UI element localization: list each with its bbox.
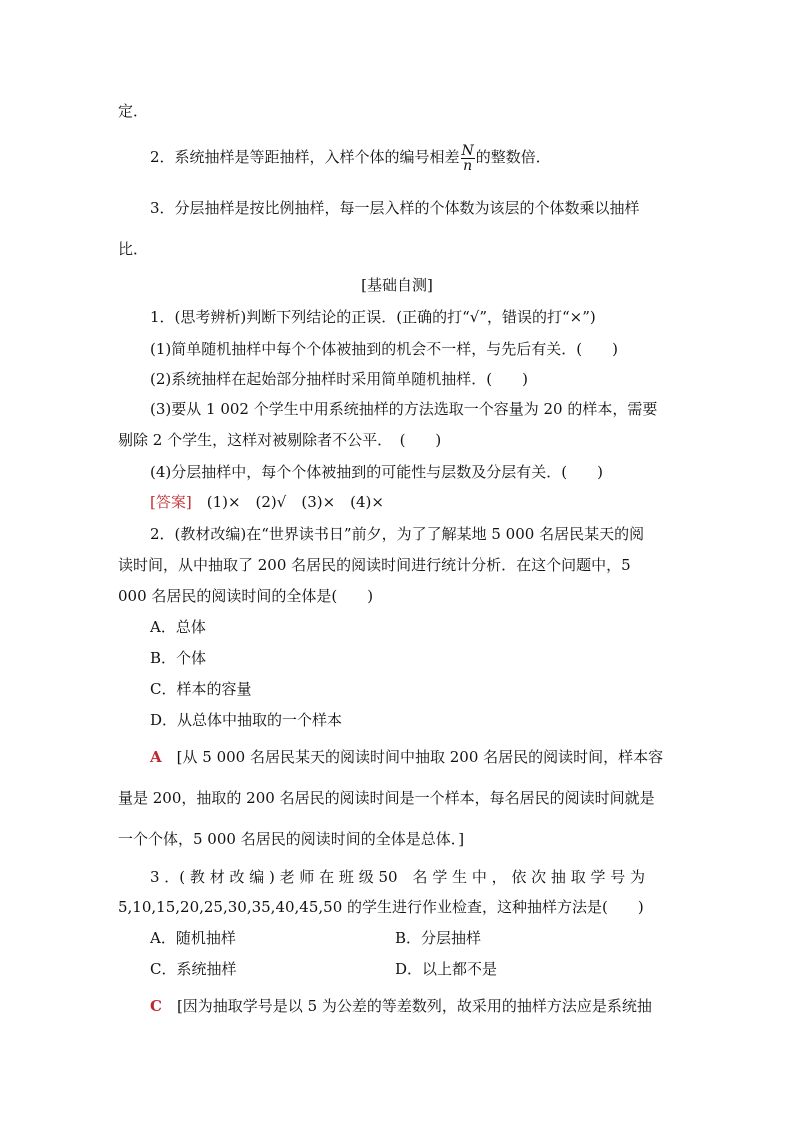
question-2-option-d: D．从总体中抽取的一个样本 xyxy=(150,711,343,729)
question-1-statement-3-line-2: 剔除 2 个学生，这样对被剔除者不公平． ( ) xyxy=(118,431,442,449)
intro-point-2 xyxy=(150,140,551,174)
question-3-option-b: B．分层抽样 xyxy=(395,929,482,947)
question-2-explanation-line-1 xyxy=(150,747,663,767)
question-2-option-b: B．个体 xyxy=(150,649,207,667)
fraction-denominator: n xyxy=(463,157,473,174)
question-3-answer-letter: C xyxy=(150,997,162,1015)
section-title: [基础自测] xyxy=(361,276,433,294)
question-2-stem-line-1: 2．(教材改编)在“世界读书日”前夕，为了了解某地 5 000 名居民某天的阅 xyxy=(150,525,645,543)
intro-line-0: 定． xyxy=(118,102,149,120)
question-3-option-a: A．随机抽样 xyxy=(150,929,236,947)
intro-point-3-line-2: 比． xyxy=(118,240,149,258)
question-3-option-d: D．以上都不是 xyxy=(395,960,498,978)
answer-tag: [答案] xyxy=(150,493,192,511)
intro-point-2-text-b: 的整数倍． xyxy=(475,148,551,166)
question-2-answer-letter: A xyxy=(150,748,162,766)
question-3-stem-line-2: 5,10,15,20,25,30,35,40,45,50 的学生进行作业检查，这种抽样方法是( ) xyxy=(118,898,644,916)
question-3-stem-line-1: 3 ．( 教 材 改 编 ) 老 师 在 班 级 50 名 学 生 中 ， 依 次 抽 取 学 号 为 xyxy=(150,868,646,886)
question-1-statement-4: (4)分层抽样中，每个个体被抽到的可能性与层数及分层有关．( ) xyxy=(150,463,603,481)
question-1-statement-3-line-1: (3)要从 1 002 个学生中用系统抽样的方法选取一个容量为 20 的样本，需要 xyxy=(150,400,658,418)
question-3-explanation-line-1 xyxy=(150,996,652,1016)
question-3-option-c: C．系统抽样 xyxy=(150,960,237,978)
question-2-stem-line-3: 000 名居民的阅读时间的全体是( ) xyxy=(118,587,374,605)
intro-point-3-line-1: 3．分层抽样是按比例抽样，每一层入样的个体数为该层的个体数乘以抽样 xyxy=(150,199,640,217)
question-2-stem-line-2: 读时间，从中抽取了 200 名居民的阅读时间进行统计分析．在这个问题中，5 xyxy=(118,556,631,574)
question-1-stem: 1．(思考辨析)判断下列结论的正误．(正确的打“√”，错误的打“×”) xyxy=(150,308,596,326)
fraction-numerator: N xyxy=(461,142,474,159)
question-1-statement-2: (2)系统抽样在起始部分抽样时采用简单随机抽样．( ) xyxy=(150,370,528,388)
fraction-n-over-n xyxy=(461,144,475,173)
question-2-option-a: A．总体 xyxy=(150,618,206,636)
question-2-explanation-line-3: 一个个体，5 000 名居民的阅读时间的全体是总体．] xyxy=(118,830,465,848)
question-2-explanation-text: [从 5 000 名居民某天的阅读时间中抽取 200 名居民的阅读时间，样本容 xyxy=(161,748,664,766)
answer-text: (1)× (2)√ (3)× (4)× xyxy=(191,493,384,511)
question-2-option-c: C．样本的容量 xyxy=(150,680,252,698)
question-2-explanation-line-2: 量是 200，抽取的 200 名居民的阅读时间是一个样本，每名居民的阅读时间就是 xyxy=(118,789,655,807)
intro-point-2-text-a: 2．系统抽样是等距抽样，入样个体的编号相差 xyxy=(150,148,460,166)
question-1-statement-1: (1)简单随机抽样中每个个体被抽到的机会不一样，与先后有关．( ) xyxy=(150,340,618,358)
question-3-explanation-text: [因为抽取学号是以 5 为公差的等差数列，故采用的抽样方法应是系统抽 xyxy=(161,997,652,1015)
question-1-answer xyxy=(150,492,384,512)
